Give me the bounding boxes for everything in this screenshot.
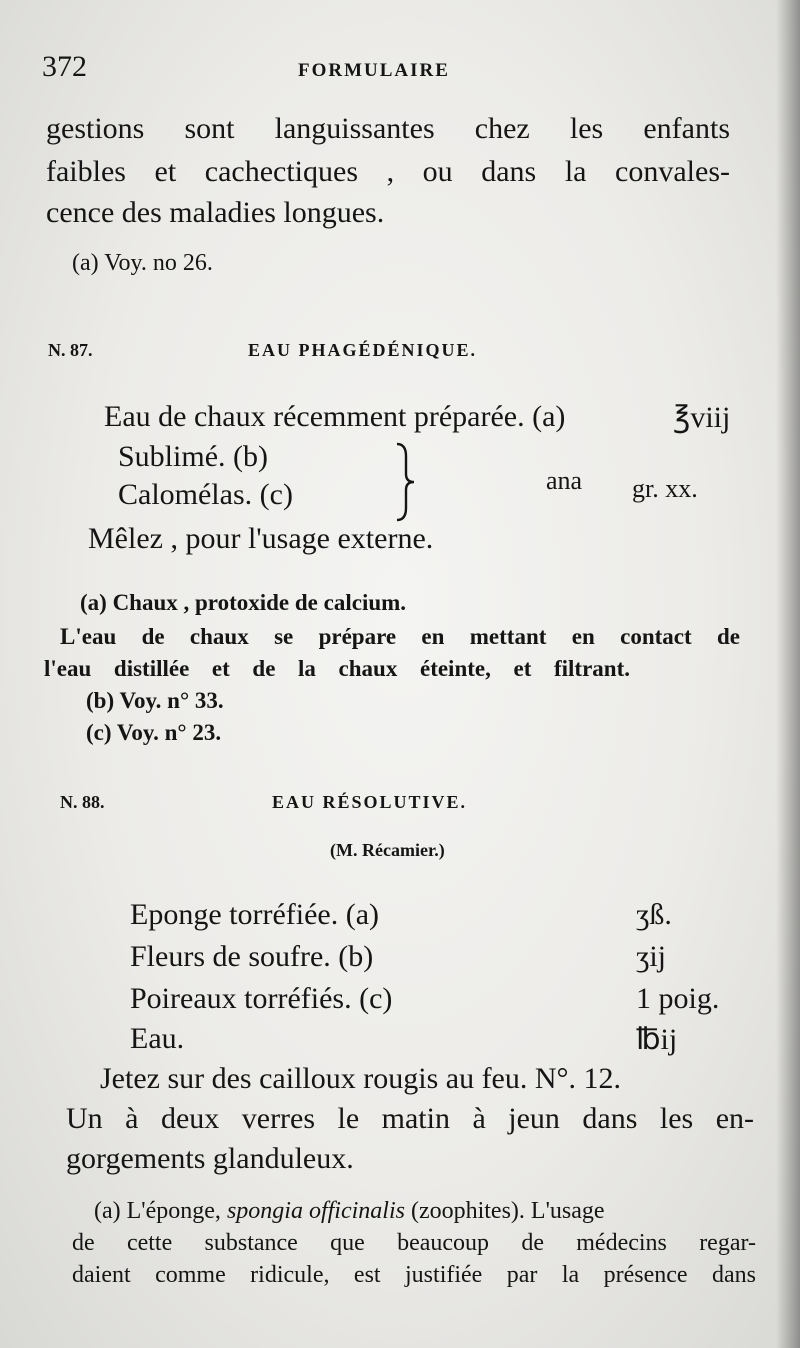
page-number: 372 [42, 50, 87, 83]
intro-line-2: faibles et cachectiques , ou dans la convales- [46, 155, 730, 188]
entry-88-ingredient-1-qty: ʒß. [636, 898, 672, 931]
entry-88-ingredient-1: Eponge torréfiée. (a) [130, 898, 380, 931]
entry-88-ingredient-4: Eau. [130, 1022, 185, 1055]
entry-88-ingredient-3-qty: 1 poig. [636, 982, 720, 1015]
entry-87-ana: ana [546, 466, 583, 495]
entry-87-instruction: Mêlez , pour l'usage externe. [88, 522, 434, 555]
note-a-suffix: (zoophites). L'usage [410, 1198, 605, 1224]
page-edge-shadow [776, 0, 800, 1348]
entry-88-ingredient-2-qty: ʒij [636, 940, 666, 973]
intro-line-3: cence des maladies longues. [46, 196, 385, 229]
entry-87-note-line-3: l'eau distillée et de la chaux éteinte, et filtrant. [44, 656, 630, 681]
intro-footnote: (a) Voy. no 26. [72, 250, 213, 276]
entry-88-author: (M. Récamier.) [330, 840, 445, 860]
entry-87-line-1: Eau de chaux récemment préparée. (a) [104, 400, 566, 433]
entry-88-note-a [94, 1198, 605, 1225]
entry-88-ingredient-2: Fleurs de soufre. (b) [130, 940, 374, 973]
entry-88-instruction-1: Jetez sur des cailloux rougis au feu. N°. 12. [100, 1062, 622, 1095]
entry-88-note-line-2: de cette substance que beaucoup de médecins regar- [72, 1230, 756, 1256]
note-a-latin-name: spongia officinalis [226, 1198, 405, 1224]
note-a-prefix: (a) L'éponge, [94, 1198, 221, 1224]
entry-87-note-b: (b) Voy. n° 33. [86, 688, 224, 713]
grouping-brace [394, 442, 416, 522]
running-title: FORMULAIRE [298, 60, 450, 81]
entry-87-combined-qty: gr. xx. [632, 474, 698, 503]
entry-87-calomelas: Calomélas. (c) [118, 478, 293, 511]
entry-87-sublime: Sublimé. (b) [118, 440, 268, 473]
entry-88-instruction-2: Un à deux verres le matin à jeun dans les en- [66, 1102, 754, 1135]
entry-88-title: EAU RÉSOLUTIVE. [272, 792, 468, 812]
entry-87-line-1-qty: ℥viij [673, 401, 731, 434]
entry-88-ingredient-4-qty: ℔ij [636, 1023, 678, 1056]
entry-88-ingredient-3: Poireaux torréfiés. (c) [130, 982, 393, 1015]
entry-87-note-c: (c) Voy. n° 23. [86, 720, 222, 745]
entry-88-note-line-3: daient comme ridicule, est justifiée par la présence dans [72, 1262, 756, 1288]
entry-88-number: N. 88. [60, 792, 105, 812]
intro-line-1: gestions sont languissantes chez les enfants [46, 112, 730, 145]
entry-88-instruction-3: gorgements glanduleux. [66, 1142, 354, 1175]
entry-87-title: EAU PHAGÉDÉNIQUE. [248, 340, 478, 360]
entry-87-note-a: (a) Chaux , protoxide de calcium. [80, 590, 407, 615]
entry-87-number: N. 87. [48, 340, 93, 360]
entry-87-note-line-2: L'eau de chaux se prépare en mettant en contact de [60, 624, 740, 649]
